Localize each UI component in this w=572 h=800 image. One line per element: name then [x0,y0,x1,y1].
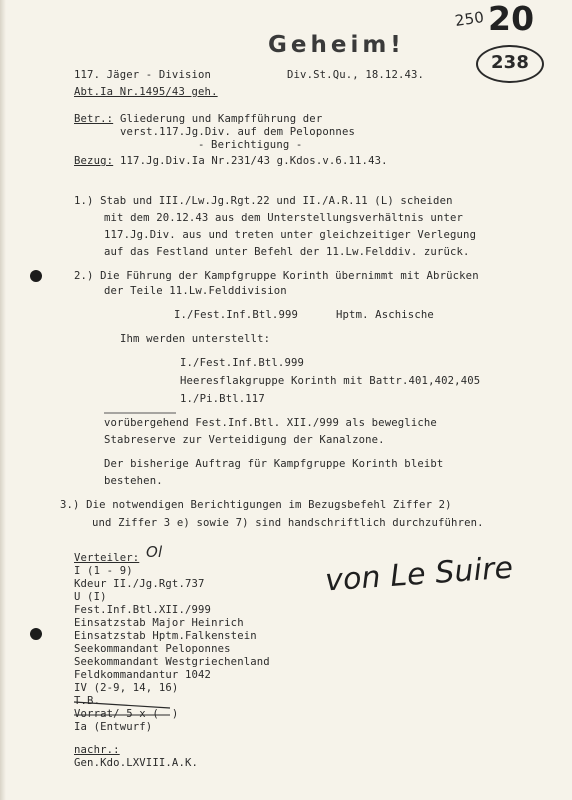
punch-hole [30,628,42,640]
secret-stamp: Geheim! [268,32,405,58]
distribution-item: T.B. [74,695,101,707]
distribution-item: Fest.Inf.Btl.XII./999 [74,604,212,616]
para3-line: 3.) Die notwendigen Berichtigungen im Bezugsbefehl Ziffer 2) [60,499,452,511]
para1-line: auf das Festland unter Befehl der 11.Lw.Felddiv. zurück. [104,246,470,258]
subordinated-item: Heeresflakgruppe Korinth mit Battr.401,402,405 [180,375,481,387]
para1-line: mit dem 20.12.43 aus dem Unterstellungsverhältnis unter [104,212,464,224]
subject-line: verst.117.Jg.Div. auf dem Peloponnes [120,126,356,138]
distribution-label: Verteiler: [74,552,140,564]
subject-line: Gliederung und Kampfführung der [120,113,323,125]
distribution-item: Feldkommandantur 1042 [74,669,212,681]
strike-line [74,702,170,708]
distribution-item: Vorrat/ 5 x ( ) [74,708,179,720]
para2-line: der Teile 11.Lw.Felddivision [104,285,287,297]
para2-line: 2.) Die Führung der Kampfgruppe Korinth übernimmt mit Abrücken [74,270,479,282]
distribution-item: I (1 - 9) [74,565,133,577]
reference-text: 117.Jg.Div.Ia Nr.231/43 g.Kdos.v.6.11.43. [120,155,388,167]
subordinated-item: 1./Pi.Btl.117 [180,393,265,405]
circled-number: 238 [476,45,544,83]
temporary-line: vorübergehend Fest.Inf.Btl. XII./999 als bewegliche [104,417,437,429]
subordinated-item: I./Fest.Inf.Btl.999 [180,357,305,369]
subordinated-intro: Ihm werden unterstellt: [120,333,271,345]
punch-hole [30,270,42,282]
temporary-line: Stabreserve zur Verteidigung der Kanalzone. [104,434,385,446]
distribution-item: Einsatzstab Major Heinrich [74,617,244,629]
place-date: Div.St.Qu., 18.12.43. [287,69,425,81]
page-number: 20 [488,0,535,38]
para3-line: und Ziffer 3 e) sowie 7) sind handschriftlich durchzuführen. [92,517,484,529]
distribution-item: Ia (Entwurf) [74,721,153,733]
previous-task-line: bestehen. [104,475,163,487]
battalion-commander: Hptm. Aschische [336,309,434,321]
battalion-unit: I./Fest.Inf.Btl.999 [174,309,299,321]
nachr-item: Gen.Kdo.LXVIII.A.K. [74,757,199,769]
distribution-item: U (I) [74,591,107,603]
division-name: 117. Jäger - Division [74,69,212,81]
handwritten-number: 250 [453,8,486,30]
reference-label: Bezug: [74,155,114,167]
distribution-item: Seekommandant Westgriechenland [74,656,270,668]
subject-line: - Berichtigung - [198,139,303,151]
nachr-label: nachr.: [74,744,120,756]
distribution-item: Einsatzstab Hptm.Falkenstein [74,630,257,642]
signature: von Le Suire [323,550,515,599]
distribution-item: Kdeur II./Jg.Rgt.737 [74,578,205,590]
previous-task-line: Der bisherige Auftrag für Kampfgruppe Korinth bleibt [104,458,444,470]
reference-number: Abt.Ia Nr.1495/43 geh. [74,86,218,98]
para1-line: 117.Jg.Div. aus und treten unter gleichzeitiger Verlegung [104,229,477,241]
para1-line: 1.) Stab und III./Lw.Jg.Rgt.22 und II./A.R.11 (L) scheiden [74,195,453,207]
subject-label: Betr.: [74,113,114,125]
initials-mark: Ol [146,543,163,561]
distribution-item: IV (2-9, 14, 16) [74,682,179,694]
distribution-item: Seekommandant Peloponnes [74,643,231,655]
